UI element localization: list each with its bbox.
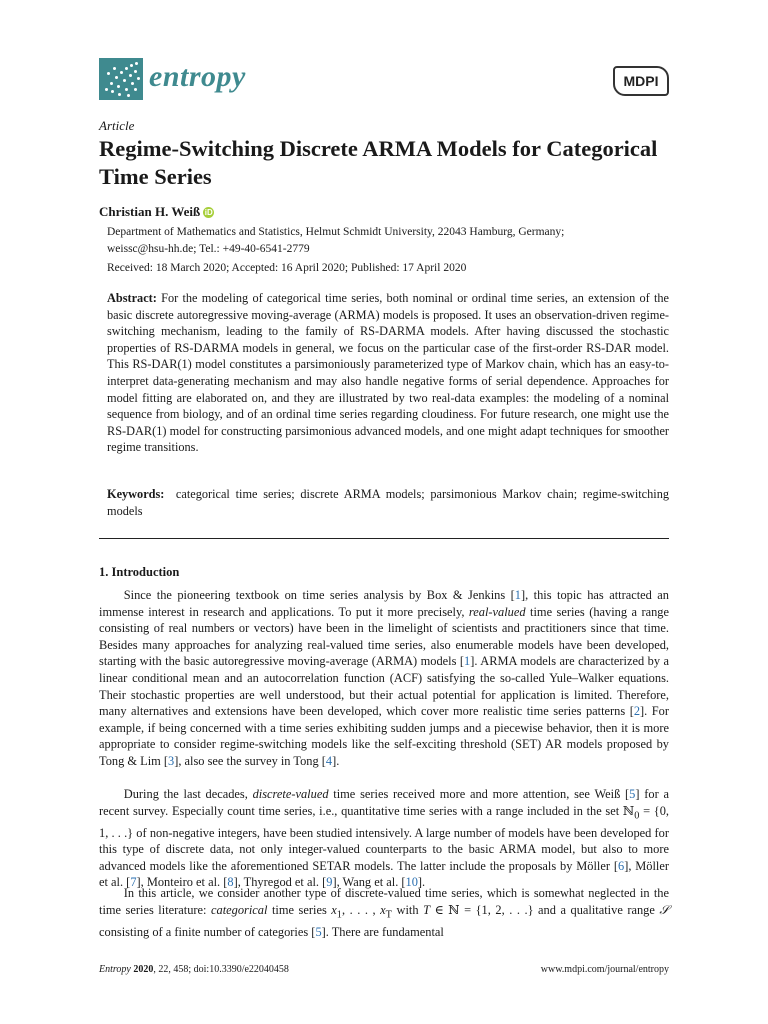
journal-logo-icon — [99, 58, 143, 100]
footer-year: 2020 — [133, 964, 154, 975]
footer-url[interactable]: www.mdpi.com/journal/entropy — [540, 964, 669, 975]
citation-link[interactable]: 2 — [633, 704, 641, 719]
citation-link[interactable]: 9 — [326, 875, 333, 890]
footer-citation — [99, 964, 289, 975]
paper-title: Regime-Switching Discrete ARMA Models for Categorical Time Series — [99, 136, 658, 189]
article-type: Article — [99, 118, 135, 133]
keywords-label: Keywords: — [107, 487, 165, 501]
footer-citation-rest: , 22, 458; doi:10.3390/e22040458 — [153, 964, 289, 975]
citation-link[interactable]: 6 — [617, 858, 625, 873]
publication-dates: Received: 18 March 2020; Accepted: 16 April 2020; Published: 17 April 2020 — [107, 262, 467, 274]
keywords — [107, 486, 669, 519]
citation-link[interactable]: 10 — [405, 875, 418, 890]
citation-link[interactable]: 8 — [227, 875, 234, 890]
keywords-text: categorical time series; discrete ARMA models; parsimonious Markov chain; regime-switching models — [107, 487, 669, 518]
publisher-logo — [613, 66, 669, 96]
affiliation-line: Department of Mathematics and Statistics, Helmut Schmidt University, 22043 Hamburg, Germany; — [107, 226, 565, 238]
abstract-label: Abstract: — [107, 291, 157, 305]
publisher-logo-text: MDPI — [623, 73, 659, 89]
citation-link[interactable]: 4 — [325, 753, 333, 768]
section-divider — [99, 538, 669, 539]
citation-link[interactable]: 1 — [514, 588, 521, 602]
abstract-text: For the modeling of categorical time series, both nominal or ordinal time series, an extension of the basic discrete autoregressive moving-average (ARMA) models is proposed. It uses an observation-driven regime-switching mechanism, leading to the family of RS-DARMA models. After having discussed the stochastic properties of RS-DARMA models in general, we focus on the particular case of the first-order RS-DAR model. This RS-DAR(1) model constitutes a parsimoniously parameterized type of Markov chain, which has an easy-to-interpret data-generating mechanism and may also handle negative forms of serial dependence. Approaches for model fitting are elaborated on, and they are illustrated by two real-data examples: the modeling of a nominal sequence from biology, and of an ordinal time series regarding cloudiness. For future research, one might use the RS-DAR(1) model for constructing parsimonious advanced models, and one might adapt techniques for smoother regime transitions. — [107, 291, 670, 455]
author-line — [99, 204, 214, 220]
citation-link[interactable]: 5 — [629, 787, 636, 801]
intro-paragraph-2: During the last decades, discrete-valued time series received more and more attention, see Weiß [5] for a recent survey. Especially count time series, i.e., quantitative time series with a range included in the set ℕ$_0$ = {0, 1, . . .} of non-negative integers, have been studied intensively. A large number of models have been developed for this type of discrete data, not only integer-valued counterparts to the basic ARMA model, but also to more advanced models like the aforementioned SETAR models. The latter include the proposals by Möller [6], Möller et al. [7], Monteiro et al. [8], Thyregod et al. [9], Wang et al. [10]. — [99, 787, 669, 890]
contact-line: weissc@hsu-hh.de; Tel.: +49-40-6541-2779 — [107, 243, 310, 255]
orcid-icon[interactable]: iD — [204, 208, 213, 217]
section-heading: 1. Introduction — [99, 565, 180, 579]
citation-link[interactable]: 7 — [130, 875, 137, 890]
abstract — [107, 290, 669, 456]
citation-link[interactable]: 3 — [168, 753, 175, 768]
journal-logo — [99, 58, 289, 102]
author-name: Christian H. Weiß — [99, 204, 201, 219]
intro-paragraph-1: Since the pioneering textbook on time series analysis by Box & Jenkins [1], this topic has attracted an immense interest in research and applications. To put it more precisely, real-valued time series (having a range consisting of real numbers or vectors) have been in the limelight of scientists and practitioners since that time. Besides many approaches for analyzing real-valued time series, also enumerable models have been developed, starting with the basic autoregressive moving-average (ARMA) models [1]. ARMA models are characterized by a linear conditional mean and an autocorrelation function (ACF) satisfying the so-called Yule–Walker equations. Their stochastic properties are well understood, but their actual potential for application is limited. Therefore, many alternatives and extensions have been developed, which cover more realistic time series patterns [2]. For example, if being concerned with a time series exhibiting sudden jumps and a piecewise behavior, then it is more appropriate to consider regime-switching models like the self-exciting threshold (SET) AR models proposed by Tong & Lim [3], also see the survey in Tong [4]. — [99, 588, 669, 768]
citation-link[interactable]: 5 — [315, 924, 322, 939]
journal-name: entropy — [149, 60, 246, 93]
citation-link[interactable]: 1 — [464, 654, 471, 669]
intro-paragraph-3: In this article, we consider another type of discrete-valued time series, which is somewhat neglected in the time series literature: categorical time series $x_1$, . . . , $x_T$ with T ∈ ℕ = {1, 2, . . .} and a qualitative range 𝒮 consisting of a finite number of categories [5]. There are fundamental — [99, 886, 669, 939]
affiliation — [107, 224, 677, 258]
footer-journal: Entropy — [99, 964, 131, 975]
